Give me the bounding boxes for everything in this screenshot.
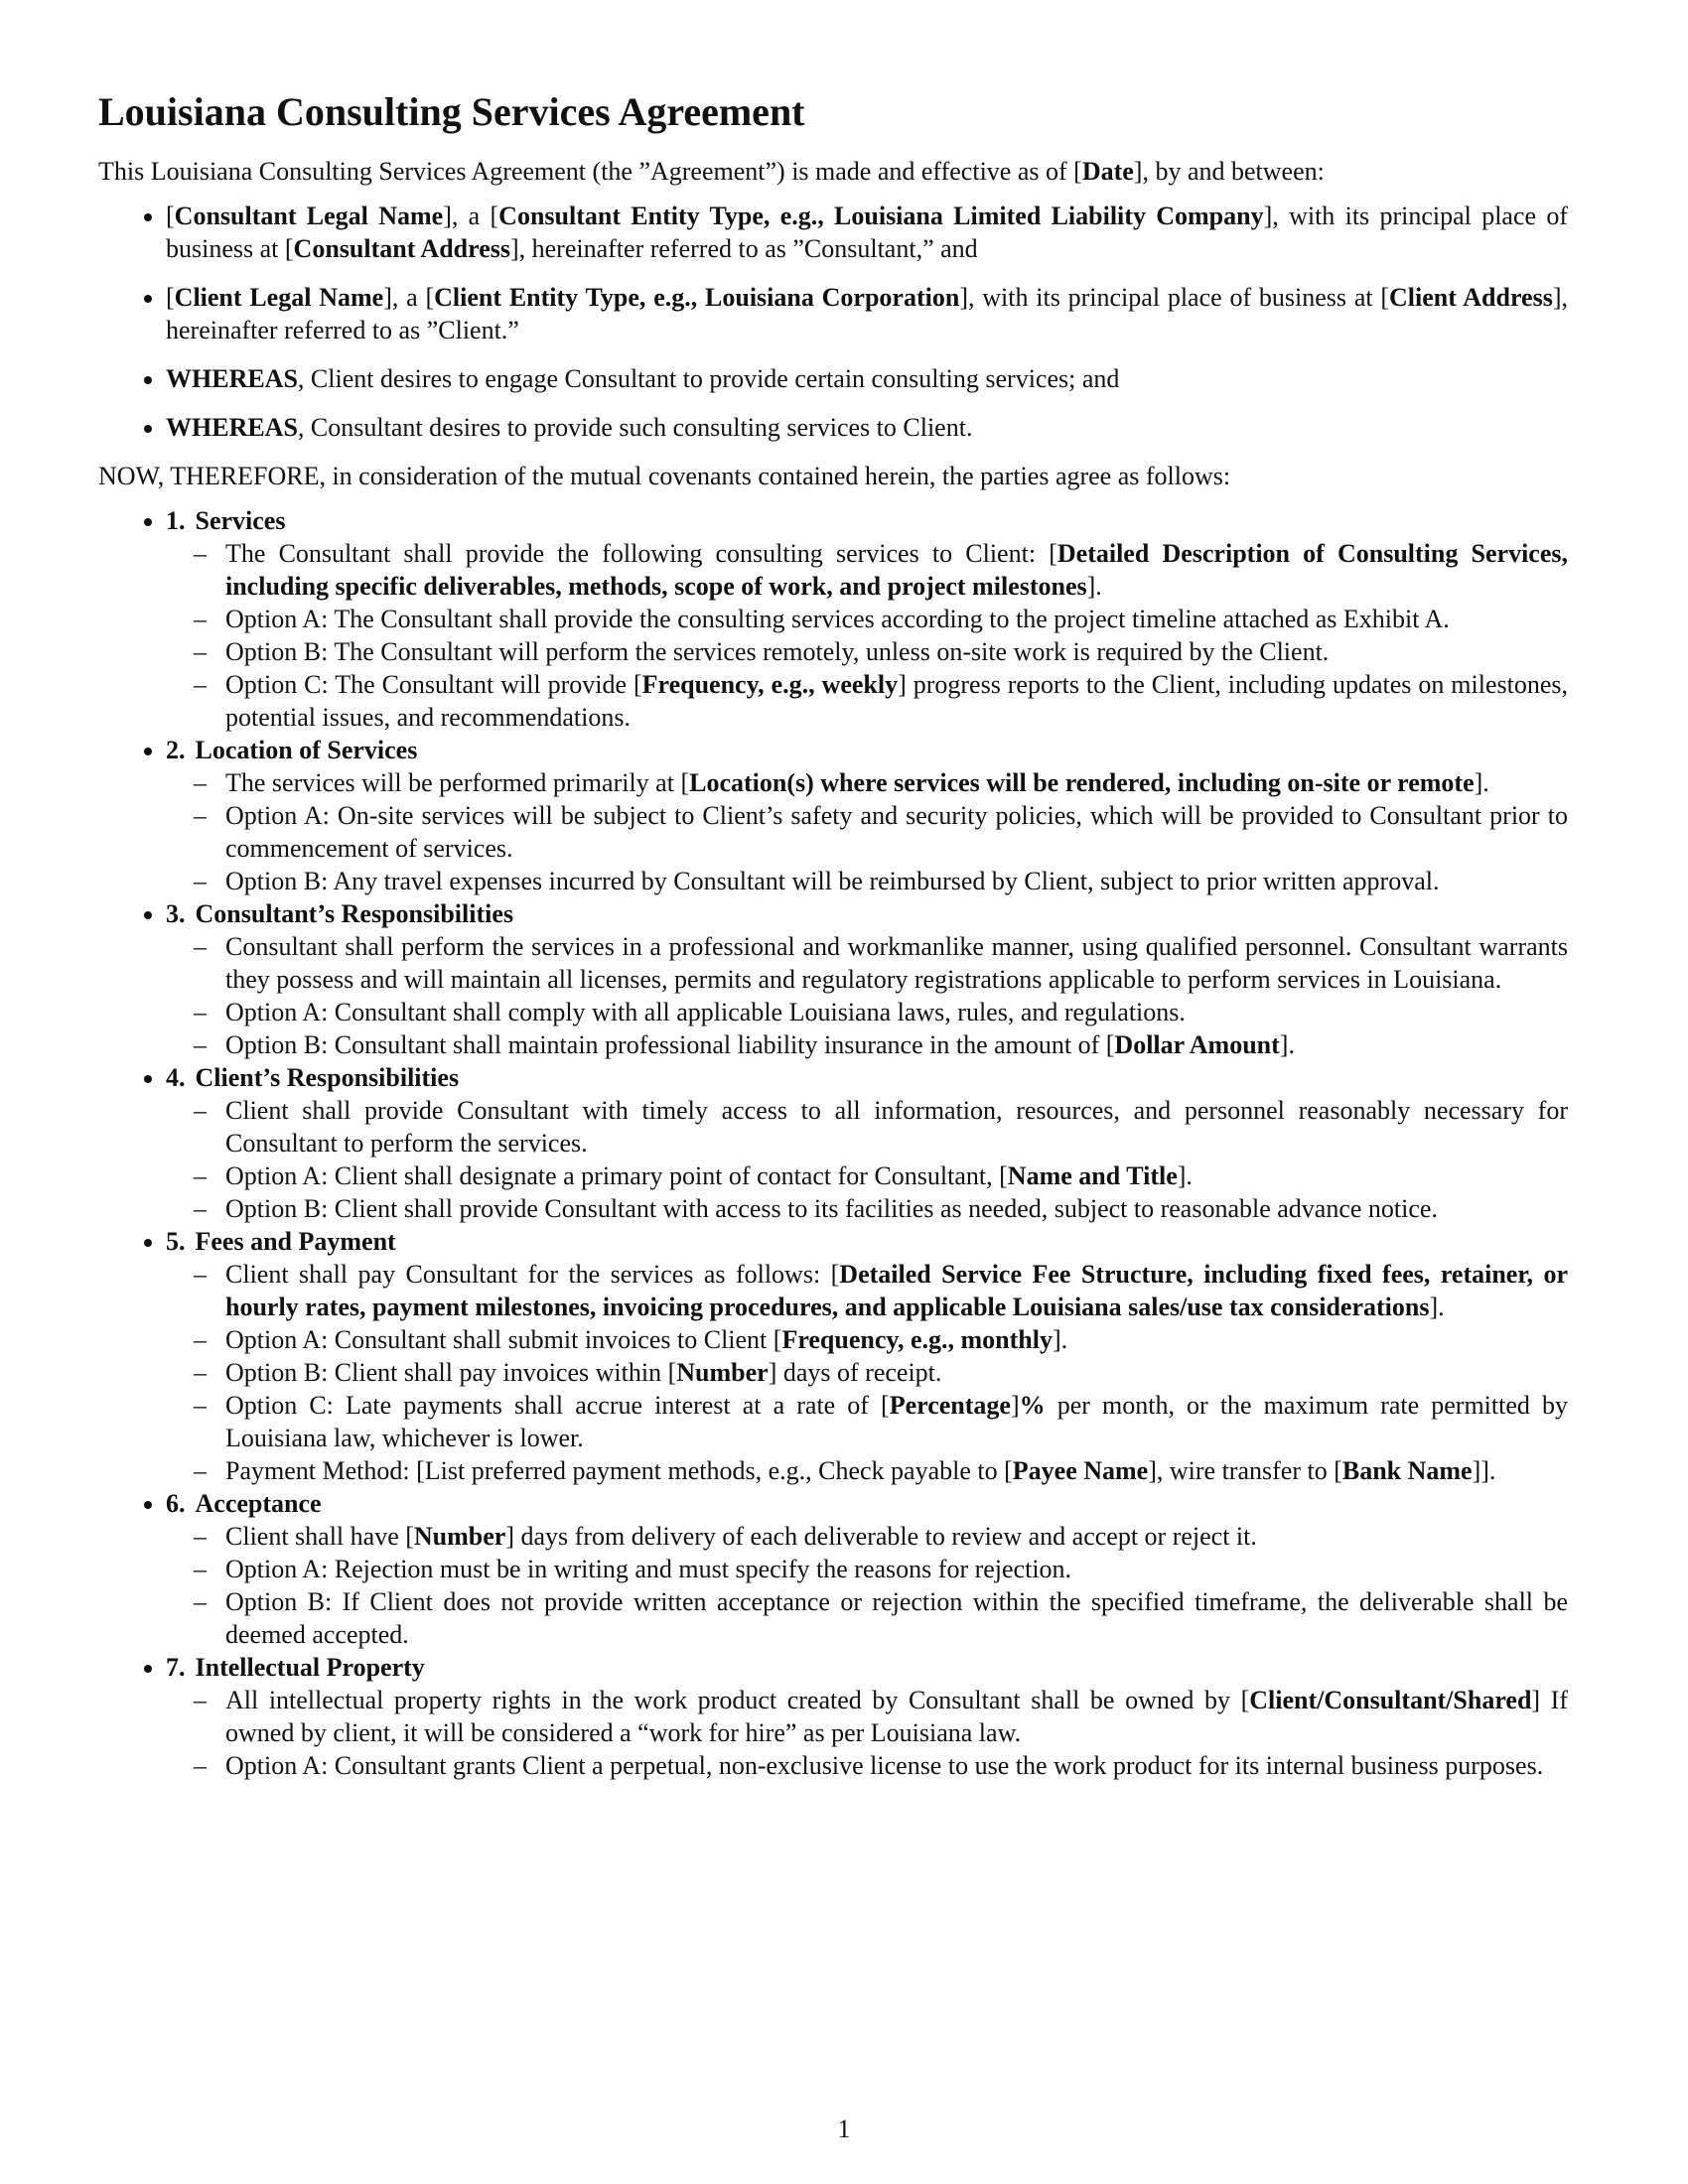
clause-item: – Option B: Client shall provide Consultant with access to its facilities as needed, subject to reasonable advance notice. [225, 1192, 1568, 1225]
clause-item: – Option B: Any travel expenses incurred by Consultant will be reimbursed by Client, subject to prior written approval. [225, 865, 1568, 897]
clause-item: – Client shall provide Consultant with timely access to all information, resources, and personnel reasonably necessary for Consultant to perform the services. [225, 1094, 1568, 1160]
clause-item: – Option B: The Consultant will perform the services remotely, unless on-site work is required by the Client. [225, 635, 1568, 668]
sections-list [98, 504, 1568, 1782]
client-address-placeholder: Client Address [1389, 283, 1553, 312]
document-title: Louisiana Consulting Services Agreement [98, 89, 805, 134]
clause-item: – Option B: If Client does not provide written acceptance or rejection within the specified timeframe, the deliverable shall be deemed accepted. [225, 1585, 1568, 1651]
section-heading: 4. Client’s Responsibilities [166, 1063, 460, 1092]
clause-item: – Client shall have [Number] days from delivery of each deliverable to review and accept or reject it. [225, 1520, 1568, 1553]
section-heading: 1. Services [166, 506, 286, 535]
clause-item: – Payment Method: [List preferred payment methods, e.g., Check payable to [Payee Name], wire transfer to [Bank Name]]. [225, 1454, 1568, 1487]
date-placeholder: Date [1081, 157, 1134, 186]
clause-item: – Option A: On-site services will be subject to Client’s safety and security policies, which will be provided to Consultant prior to commencement of services. [225, 799, 1568, 865]
clause-item: – Option C: Late payments shall accrue interest at a rate of [Percentage]% per month, or the maximum rate permitted by Louisiana law, whichever is lower. [225, 1389, 1568, 1454]
clause-item: – Option A: Client shall designate a primary point of contact for Consultant, [Name and Title]. [225, 1160, 1568, 1192]
parties-list [98, 200, 1568, 444]
clause-item: – Option A: Consultant grants Client a perpetual, non-exclusive license to use the work product for its internal business purposes. [225, 1749, 1568, 1782]
clause-item: – Option A: Rejection must be in writing and must specify the reasons for rejection. [225, 1553, 1568, 1585]
clause-item: – Option A: Consultant shall submit invoices to Client [Frequency, e.g., monthly]. [225, 1323, 1568, 1356]
section-heading: 7. Intellectual Property [166, 1653, 425, 1682]
section-fees-and-payment [166, 1225, 1568, 1487]
clause-item: – Option B: Consultant shall maintain professional liability insurance in the amount of [Dollar Amount]. [225, 1028, 1568, 1061]
clause-item: – All intellectual property rights in the work product created by Consultant shall be owned by [Client/Consultant/Shared] If owned by client, it will be considered a “work for hire” as per Louisiana law. [225, 1684, 1568, 1749]
clause-item: – Client shall pay Consultant for the services as follows: [Detailed Service Fee Structure, including fixed fees, retainer, or hourly rates, payment milestones, invoicing procedures, and applicable Louisiana sales/use tax considerations]. [225, 1258, 1568, 1323]
clause-item: – The services will be performed primarily at [Location(s) where services will be rendered, including on-site or remote]. [225, 766, 1568, 799]
client-party: • [Client Legal Name], a [Client Entity Type, e.g., Louisiana Corporation], with its principal place of business at [Client Address], hereinafter referred to as ”Client.” [166, 281, 1568, 346]
section-consultant-responsibilities [166, 897, 1568, 1061]
now-therefore-paragraph: NOW, THEREFORE, in consideration of the mutual covenants contained herein, the parties agree as follows: [98, 462, 1231, 490]
client-entity-placeholder: Client Entity Type, e.g., Louisiana Corporation [434, 283, 960, 312]
clause-item: – The Consultant shall provide the following consulting services to Client: [Detailed Description of Consulting Services, including specific deliverables, methods, scope of work, and project milestones]. [225, 537, 1568, 603]
section-services [166, 504, 1568, 734]
clause-item: – Option C: The Consultant will provide [Frequency, e.g., weekly] progress reports to the Client, including updates on milestones, potential issues, and recommendations. [225, 668, 1568, 734]
document-body [98, 87, 1568, 1794]
clause-item: – Consultant shall perform the services in a professional and workmanlike manner, using qualified personnel. Consultant warrants they possess and will maintain all licenses, permits and regulatory registrations applicable to perform services in Louisiana. [225, 930, 1568, 996]
consultant-party: • [Consultant Legal Name], a [Consultant Entity Type, e.g., Louisiana Limited Liability Company], with its principal place of business at [Consultant Address], hereinafter referred to as ”Consultant,” and [166, 200, 1568, 265]
consultant-address-placeholder: Consultant Address [293, 234, 510, 263]
whereas-clause-2: • WHEREAS, Consultant desires to provide such consulting services to Client. [166, 411, 1568, 444]
clause-item: – Option B: Client shall pay invoices within [Number] days of receipt. [225, 1356, 1568, 1389]
section-heading: 3. Consultant’s Responsibilities [166, 899, 513, 928]
section-heading: 5. Fees and Payment [166, 1227, 396, 1256]
consultant-name-placeholder: Consultant Legal Name [174, 202, 444, 230]
section-heading: 2. Location of Services [166, 736, 418, 764]
consultant-entity-placeholder: Consultant Entity Type, e.g., Louisiana Limited Liability Company [498, 202, 1264, 230]
clause-item: – Option A: Consultant shall comply with all applicable Louisiana laws, rules, and regulations. [225, 996, 1568, 1028]
clause-item: – Option A: The Consultant shall provide the consulting services according to the project timeline attached as Exhibit A. [225, 603, 1568, 635]
page-number: 1 [837, 2115, 851, 2143]
section-intellectual-property [166, 1651, 1568, 1782]
section-acceptance [166, 1487, 1568, 1651]
section-heading: 6. Acceptance [166, 1489, 322, 1518]
section-client-responsibilities [166, 1061, 1568, 1225]
section-location-of-services [166, 734, 1568, 897]
intro-paragraph: This Louisiana Consulting Services Agreement (the ”Agreement”) is made and effective as of [Date], by and between: [98, 157, 1325, 186]
client-name-placeholder: Client Legal Name [174, 283, 384, 312]
whereas-clause-1: • WHEREAS, Client desires to engage Consultant to provide certain consulting services; and [166, 362, 1568, 395]
